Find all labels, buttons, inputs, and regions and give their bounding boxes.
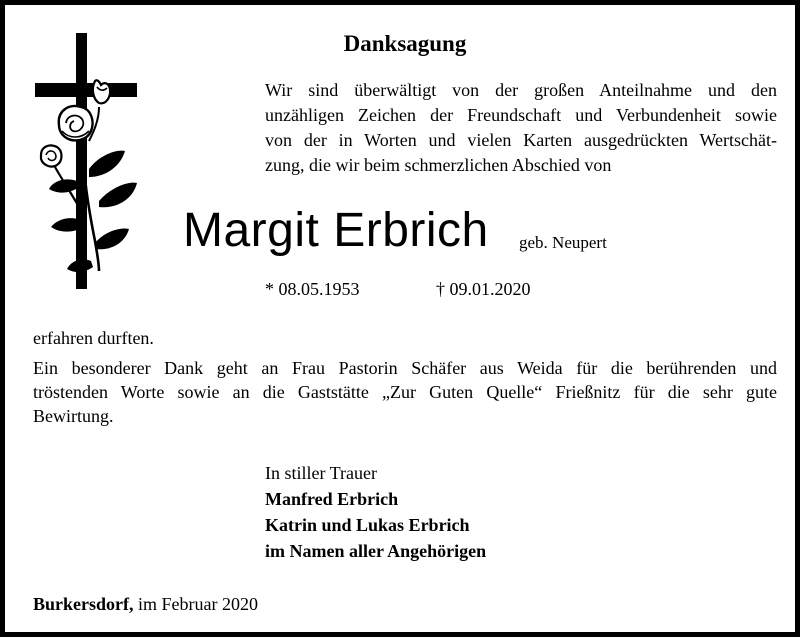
thanks-line: Ein besonderer Dank geht an Frau Pastorin Schäfer aus Weida für die berührenden und	[33, 358, 777, 378]
thanks-line: erfahren durften.	[33, 328, 154, 348]
cross-with-roses-icon	[33, 31, 145, 291]
thanks-line: Bewirtung.	[33, 406, 114, 426]
birth-date: * 08.05.1953	[265, 279, 360, 299]
intro-line: Wir sind überwältigt von der großen Anteilnahme und den	[265, 80, 777, 100]
thanks-line: tröstenden Worte sowie an die Gaststätte „Zur Guten Quelle“ Frießnitz für die sehr gute	[33, 382, 777, 402]
mourning-block	[265, 460, 486, 564]
deceased-name: Margit Erbrich	[183, 204, 489, 257]
born-name: geb. Neupert	[519, 233, 607, 252]
place-date-line	[33, 594, 258, 615]
signatory: im Namen aller Angehörigen	[265, 541, 487, 561]
place: Burkersdorf,	[33, 594, 134, 614]
intro-line: von der in Worten und vielen Karten ausgedrückten Wertschät-	[265, 130, 777, 150]
mourning-intro: In stiller Trauer	[265, 463, 377, 483]
thanks-paragraph	[33, 326, 777, 428]
signatory: Manfred Erbrich	[265, 489, 399, 509]
heading: Danksagung	[343, 31, 467, 56]
death-date: † 09.01.2020	[436, 279, 531, 299]
intro-line: zung, die wir beim schmerzlichen Abschied von	[265, 155, 612, 175]
intro-paragraph	[265, 78, 777, 178]
date: im Februar 2020	[138, 594, 258, 614]
intro-line: unzähligen Zeichen der Freundschaft und Verbundenheit sowie	[265, 105, 777, 125]
signatory: Katrin und Lukas Erbrich	[265, 515, 470, 535]
